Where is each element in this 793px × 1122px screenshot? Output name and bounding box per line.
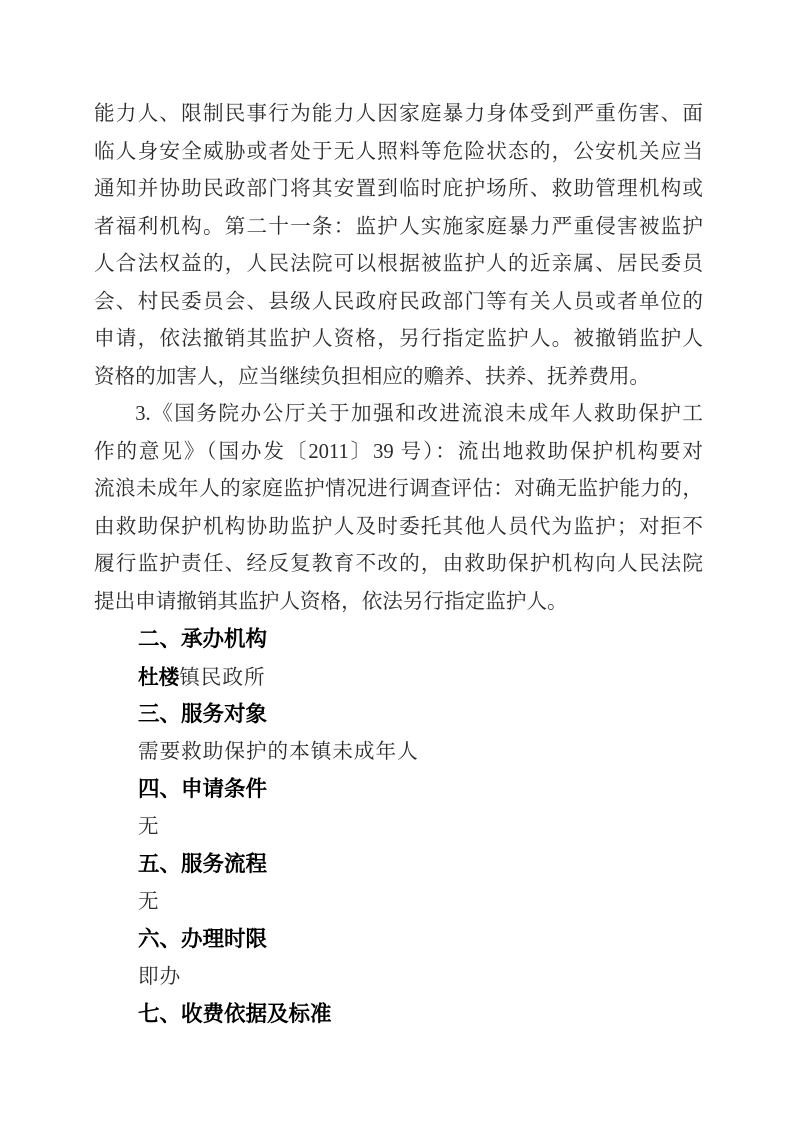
section-content-processing-time: 即办 xyxy=(138,965,182,988)
body-line: 会、村民委员会、县级人民政府民政部门等有关人员或者单位的 xyxy=(94,290,703,313)
section-heading-service-process: 五、服务流程 xyxy=(138,852,268,876)
body-line: 履行监护责任、经反复教育不改的，由救助保护机构向人民法院 xyxy=(94,553,703,575)
body-line: 作的意见》（国办发〔2011〕39 号）：流出地救助保护机构要对 xyxy=(94,440,703,463)
paragraph xyxy=(94,96,703,396)
body-line: 临人身安全威胁或者处于无人照料等危险状态的，公安机关应当 xyxy=(94,140,703,163)
body-line: 3.《国务院办公厅关于加强和改进流浪未成年人救助保护工 xyxy=(135,403,703,425)
section-content-undertaking-agency xyxy=(138,659,703,697)
body-line: 提出申请撤销其监护人资格，依法另行指定监护人。 xyxy=(94,590,568,613)
section-heading-undertaking-agency: 二、承办机构 xyxy=(138,627,268,651)
section-heading-fee-basis: 七、收费依据及标准 xyxy=(138,1002,332,1026)
body-line: 能力人、限制民事行为能力人因家庭暴力身体受到严重伤害、面 xyxy=(94,103,703,125)
section-heading-processing-time: 六、办理时限 xyxy=(138,927,268,951)
org-name-bold: 杜楼 xyxy=(138,665,180,689)
section-content-service-process: 无 xyxy=(138,890,160,913)
body-line: 资格的加害人，应当继续负担相应的赡养、扶养、抚养费用。 xyxy=(94,365,651,388)
section-heading-application-conditions: 四、申请条件 xyxy=(138,777,268,801)
document-content xyxy=(94,96,703,1034)
org-name-rest: 镇民政所 xyxy=(179,666,266,689)
section-heading-service-target: 三、服务对象 xyxy=(138,702,268,726)
sections-list xyxy=(138,621,703,1034)
body-line: 流浪未成年人的家庭监护情况进行调查评估：对确无监护能力的， xyxy=(94,478,703,500)
paragraph xyxy=(94,396,703,621)
section-content-service-target: 需要救助保护的本镇未成年人 xyxy=(138,740,419,763)
body-line: 申请，依法撤销其监护人资格，另行指定监护人。被撤销监护人 xyxy=(94,328,703,350)
section-content-application-conditions: 无 xyxy=(138,815,160,838)
body-line: 人合法权益的，人民法院可以根据被监护人的近亲属、居民委员 xyxy=(94,253,703,275)
body-line: 由救助保护机构协助监护人及时委托其他人员代为监护；对拒不 xyxy=(94,515,703,538)
body-line: 通知并协助民政部门将其安置到临时庇护场所、救助管理机构或 xyxy=(94,178,703,200)
body-line: 者福利机构。第二十一条：监护人实施家庭暴力严重侵害被监护 xyxy=(94,215,703,238)
